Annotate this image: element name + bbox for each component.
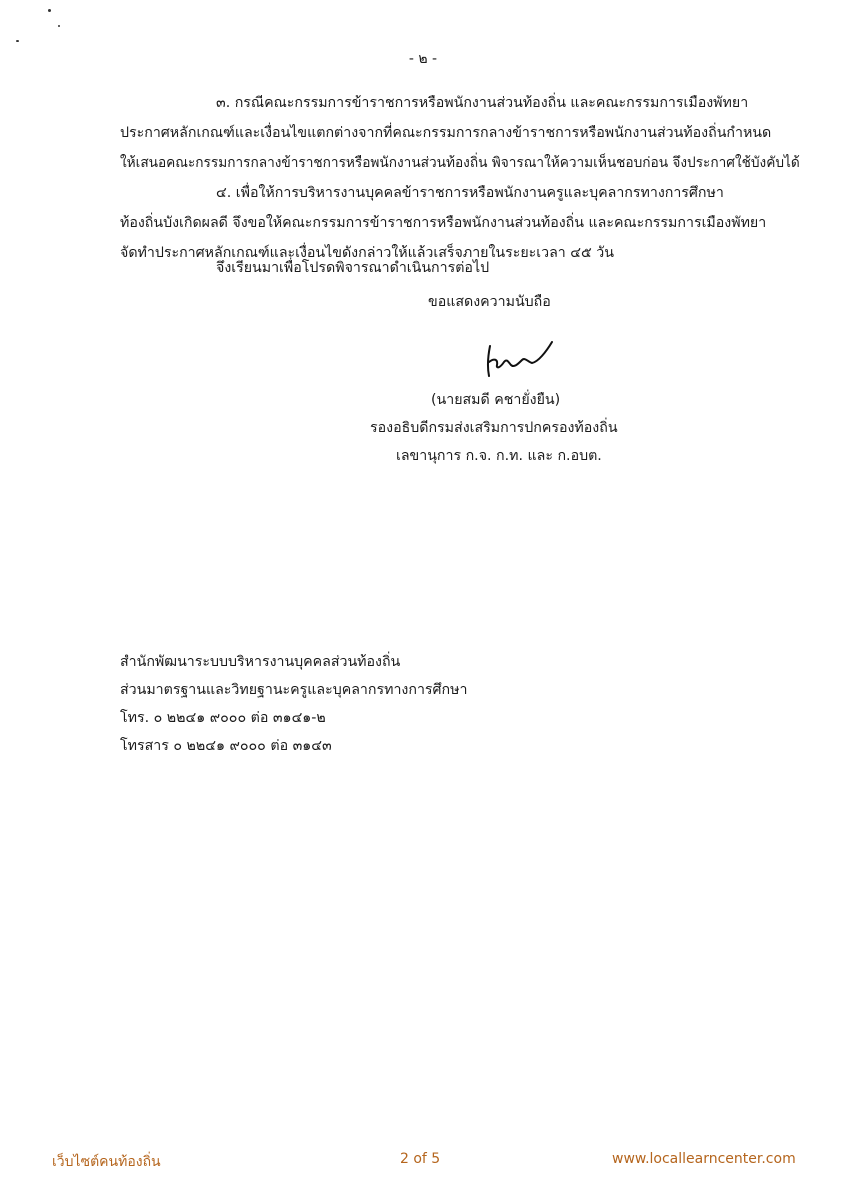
contact-office: สำนักพัฒนาระบบบริหารงานบุคคลส่วนท้องถิ่น	[120, 654, 401, 670]
contact-phone: โทร. ๐ ๒๒๔๑ ๙๐๐๐ ต่อ ๓๑๔๑-๒	[120, 710, 326, 726]
scan-speck	[48, 9, 51, 12]
paragraph-3-line-2: ประกาศหลักเกณฑ์และเงื่อนไขแตกต่างจากที่คณะกรรมการกลางข้าราชการหรือพนักงานส่วนท้องถิ่นกำหนด	[120, 125, 772, 141]
footer-site-name: เว็บไซต์คนท้องถิ่น	[52, 1154, 161, 1170]
salutation: ขอแสดงความนับถือ	[428, 294, 551, 310]
paragraph-4-line-3: จัดทำประกาศหลักเกณฑ์และเงื่อนไขดังกล่าวให้แล้วเสร็จภายในระยะเวลา ๔๕ วัน	[120, 245, 614, 261]
signatory-name: (นายสมดี คชายั่งยืน)	[431, 392, 561, 408]
paragraph-4-line-1: ๔. เพื่อให้การบริหารงานบุคคลข้าราชการหรือพนักงานครูและบุคลากรทางการศึกษา	[216, 185, 724, 201]
signatory-position: รองอธิบดีกรมส่งเสริมการปกครองท้องถิ่น	[370, 420, 618, 436]
paragraph-3-line-3: ให้เสนอคณะกรรมการกลางข้าราชการหรือพนักงานส่วนท้องถิ่น พิจารณาให้ความเห็นชอบก่อน จึงประกาศใช้บังคับได้	[120, 155, 800, 171]
closing-request: จึงเรียนมาเพื่อโปรดพิจารณาดำเนินการต่อไป	[216, 260, 490, 276]
page-number: - ๒ -	[408, 51, 438, 67]
contact-fax: โทรสาร ๐ ๒๒๔๑ ๙๐๐๐ ต่อ ๓๑๔๓	[120, 738, 332, 754]
scan-speck	[58, 25, 60, 27]
contact-division: ส่วนมาตรฐานและวิทยฐานะครูและบุคลากรทางการศึกษา	[120, 682, 468, 698]
handwritten-signature	[478, 338, 558, 378]
paragraph-4-line-2: ท้องถิ่นบังเกิดผลดี จึงขอให้คณะกรรมการข้าราชการหรือพนักงานส่วนท้องถิ่น และคณะกรรมการเมืองพัทยา	[120, 215, 767, 231]
paragraph-3-line-1: ๓. กรณีคณะกรรมการข้าราชการหรือพนักงานส่วนท้องถิ่น และคณะกรรมการเมืองพัทยา	[216, 95, 749, 111]
footer-page-indicator: 2 of 5	[400, 1151, 441, 1167]
scan-speck	[16, 40, 19, 42]
footer-url[interactable]: www.locallearncenter.com	[612, 1151, 796, 1167]
signatory-role: เลขานุการ ก.จ. ก.ท. และ ก.อบต.	[396, 448, 602, 464]
